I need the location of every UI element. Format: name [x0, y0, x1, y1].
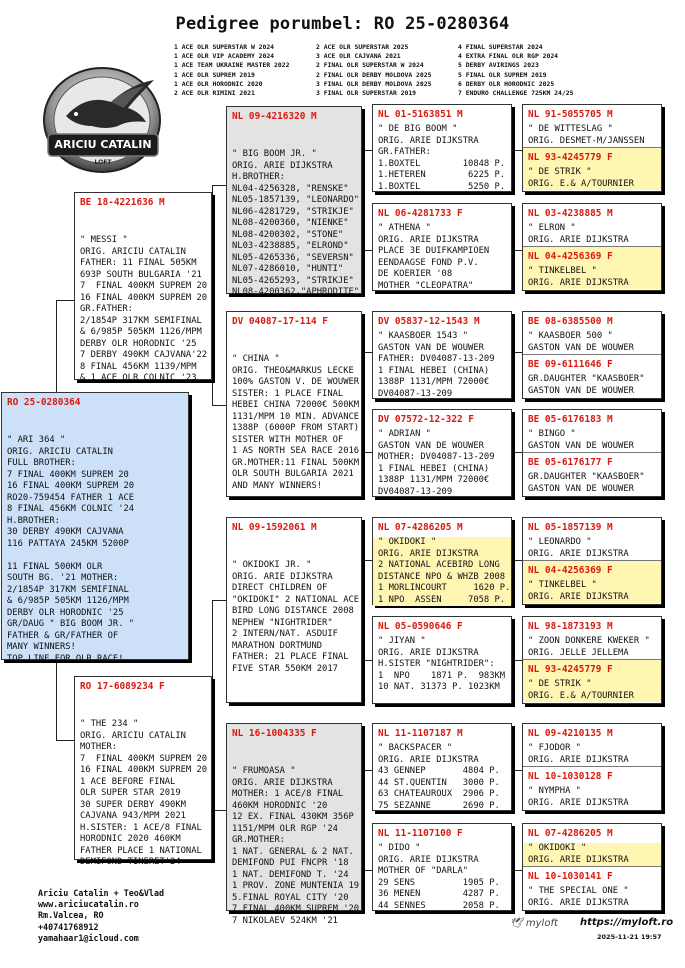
- ring-number: NL 03-4238885 M: [528, 208, 613, 219]
- connector: [362, 870, 372, 871]
- gen5-pair-card[interactable]: [522, 203, 662, 291]
- great-grandparent-card[interactable]: [372, 823, 512, 911]
- page-title: Pedigree porumbel: RO 25-0280364: [175, 14, 510, 34]
- connector: [56, 300, 74, 301]
- gen5-pair-card[interactable]: [522, 409, 662, 497]
- achievements-col-2: 2 ACE OLR SUPERSTAR 2025 3 ACE OLR CAJVANA 2021 2 FINAL OLR SUPERSTAR W 2024 2 FINAL OLR DERBY MOLDOVA 2025 3 FINAL OLR DERBY MOLDOVA 2025 3 FINAL OLR SUPERSTAR 2019: [316, 43, 432, 98]
- pigeon-info: " KAASBOER 1543 " GASTON VAN DE WOUWER FATHER: DV04087-13-209 1 FINAL HEBEI (CHINA) 1388P 1131/MPM 72000€ DV04087-13-209: [378, 331, 495, 399]
- connector: [362, 352, 372, 353]
- connector: [512, 352, 522, 353]
- connector: [512, 660, 522, 661]
- ring-number: NL 11-1107187 M: [378, 728, 463, 739]
- pigeon-info: " ADRIAN " GASTON VAN DE WOUWER MOTHER: DV04087-13-209 1 FINAL HEBEI (CHINA) 1388P 1131/MPM 72000€ DV04087-13-209: [378, 429, 495, 497]
- pigeon-info: " KAASBOER 500 " GASTON VAN DE WOUWER: [528, 331, 634, 353]
- ring-number: DV 07572-12-322 F: [378, 414, 474, 425]
- ring-number: NL 09-4216320 M: [232, 111, 317, 122]
- ring-number: RO 17-6089234 F: [80, 681, 165, 692]
- connector: [512, 770, 522, 771]
- print-date: 2025-11-21 19:57: [597, 933, 662, 941]
- gen5-pair-card[interactable]: [522, 104, 662, 192]
- connector: [212, 600, 213, 810]
- ring-number: BE 05-6176183 M: [528, 414, 613, 425]
- gen5-pair-card[interactable]: [522, 723, 662, 811]
- connector: [512, 560, 522, 561]
- great-grandparent-card[interactable]: [372, 616, 512, 704]
- ring-number: BE 08-6385500 M: [528, 316, 613, 327]
- connector: [362, 770, 363, 870]
- pair-female: BE 09-6111646 F GR.DAUGHTER "KAASBOER" GASTON VAN DE WOUWER: [523, 354, 661, 397]
- ring-number: BE 18-4221636 M: [80, 197, 165, 208]
- myloft-url[interactable]: https://myloft.ro: [580, 917, 674, 928]
- pigeon-info: " OKIDOKI " ORIG. ARIE DIJKSTRA: [523, 843, 661, 866]
- gen5-pair-card[interactable]: [522, 517, 662, 605]
- pair-female: NL 04-4256369 F " TINKELBEL " ORIG. ARIE DIJKSTRA: [523, 560, 661, 603]
- pigeon-info: " DIDO " ORIG. ARIE DIJKSTRA MOTHER OF "DARLA" 29 SENS 1905 P. 36 MENEN 4287 P. 44 SENNES 2058 P.: [378, 843, 500, 911]
- connector: [362, 560, 372, 561]
- connector: [362, 352, 363, 452]
- great-grandparent-card[interactable]: [372, 409, 512, 497]
- pigeon-info: " DE BIG BOOM " ORIG. ARIE DIJKSTRA GR.FATHER: 1.BOXTEL 10848 P. 1.HETEREN 6225 P. 1.BOXTEL 5250 P.: [378, 124, 506, 192]
- pigeon-info: " ARI 364 " ORIG. ARICIU CATALIN FULL BROTHER: 7 FINAL 400KM SUPREM 20 16 FINAL 400KM SUPREM 20 RO20-759454 FATHER 1 ACE 8 FINAL 456KM COLNIC '24 H.BROTHER: 30 DERBY 490KM CAJVANA 116 PATTAYA 245KM 5200P 11 FINAL 500KM OLR SOUTH BG. '21 MOTHER: 2/1854P 317KM SEMIFINAL & 6/985P 505KM 1126/MPM DERBY OLR HORODNIC '25 GR/DAUG " BIG BOOM JR. " FATHER & GR/FATHER OF MANY WINNERS! TOP LINE FOR OLR RACE!: [7, 435, 135, 664]
- ring-number: NL 91-5055705 M: [528, 109, 613, 120]
- connector: [56, 300, 57, 392]
- achievements-col-3: 4 FINAL SUPERSTAR 2024 4 EXTRA FINAL OLR RGP 2024 5 DERBY AVIRINGS 2023 5 FINAL OLR SUPREM 2019 6 DERBY OLR HORODNIC 2025 7 ENDURO CHALLENGE 725KM 24/25: [458, 43, 574, 98]
- ring-number: NL 07-4286205 M: [528, 828, 613, 839]
- pair-female: NL 04-4256369 F " TINKELBEL " ORIG. ARIE DIJKSTRA: [523, 246, 661, 289]
- connector: [212, 405, 226, 406]
- ring-number: NL 01-5163851 M: [378, 109, 463, 120]
- ring-number: NL 06-4281733 F: [378, 208, 463, 219]
- gen5-pair-card[interactable]: [522, 616, 662, 704]
- bird-icon: 🕊: [510, 918, 523, 929]
- pair-female: NL 93-4245779 F " DE STRIK " ORIG. E.& A/TOURNIER: [523, 147, 661, 190]
- mother-card[interactable]: [74, 676, 212, 867]
- connector: [362, 660, 372, 661]
- pigeon-info: " OKIDOKI " ORIG. ARIE DIJKSTRA 2 NATIONAL ACEBIRD LONG DISTANCE NPO & WHZB 2008 1 MORLINCOURT 1620 P. 1 NPO ASSEN 7058 P.: [373, 537, 511, 606]
- pigeon-info: " THE 234 " ORIG. ARICIU CATALIN MOTHER: 7 FINAL 400KM SUPREM 20 16 FINAL 400KM SUPREM 20 1 ACE BEFORE FINAL OLR SUPER STAR 2019 30 SUPER DERBY 490KM CAJVANA 943/MPM 2021 H.SISTER: 1 ACE/8 FINAL HORODNIC 2020 460KM FATHER PLACE 1 NATIONAL DEMIFOND TINERET'24: [80, 719, 208, 867]
- ring-number: NL 05-0590646 F: [378, 621, 463, 632]
- connector: [512, 870, 522, 871]
- pigeon-info: " ATHENA " ORIG. ARIE DIJKSTRA PLACE 3E DUIFKAMPIOEN EENDAAGSE FOND P.V. DE KOERIER '08 MOTHER "CLEOPATRA": [378, 223, 490, 291]
- logo-text: ARICIU CATALIN: [54, 138, 152, 151]
- ring-number: NL 05-1857139 M: [528, 522, 613, 533]
- pigeon-info: " ZOON DONKERE KWEKER " ORIG. JELLE JELLEMA: [528, 636, 650, 658]
- connector: [512, 150, 522, 151]
- great-grandparent-card[interactable]: [372, 104, 512, 192]
- pigeon-info: " FRUMOASA " ORIG. ARIE DIJKSTRA MOTHER: 1 ACE/8 FINAL 460KM HORODNIC '20 12 EX. FINAL 430KM 356P 1151/MPM OLR RGP '24 GR.MOTHER: 1 NAT. GENERAL & 2 NAT. DEMIFOND PUI FNCPR '18 1 NAT. DEMIFOND T. '24 1 PROV. ZONE MUNTENIA 19 5.FINAL ROYAL CITY '20 7 FINAL 400KM SUPREM '20 7 NIKOLAEV 524KM '21: [232, 766, 360, 926]
- pigeon-info: " BIG BOOM JR. " ORIG. ARIE DIJKSTRA H.BROTHER: NL04-4256328, "RENSKE" NL05-1857139, "LEONARDO" NL06-4281729, "STRIKJE" NL08-4200360, "NIENKE" NL08-4200302, "STONE" NL03-4238885, "ELROND" NL05-4265336, "SEVERSN" NL07-4286010, "HUNTI" NL05-4265293, "STRIKJE" NL08-4200362,"APHRODITE": [232, 149, 360, 297]
- grandparent-card[interactable]: [226, 517, 362, 703]
- connector: [212, 810, 226, 811]
- connector: [362, 452, 372, 453]
- connector: [362, 150, 372, 151]
- connector: [512, 250, 522, 251]
- pigeon-info: " JIYAN " ORIG. ARIE DIJKSTRA H.SISTER "NIGHTRIDER": 1 NPO 1871 P. 983KM 10 NAT. 31373 P. 1023KM: [378, 636, 506, 692]
- ring-number: DV 04087-17-114 F: [232, 316, 328, 327]
- pigeon-info: " FJODOR " ORIG. ARIE DIJKSTRA: [528, 743, 629, 765]
- connector: [362, 560, 363, 660]
- pigeon-info: " MESSI " ORIG. ARICIU CATALIN FATHER: 11 FINAL 505KM 693P SOUTH BULGARIA '21 7 FINAL 400KM SUPREM 20 16 FINAL 400KM SUPREM 20 GR.FATHER: 2/1854P 317KM SEMIFINAL & 6/985P 505KM 1126/MPM DERBY OLR HORODNIC '25 7 DERBY 490KM CAJVANA'22 8 FINAL 456KM 1139/MPM & 1 ACE OLR COLNIC '23: [80, 235, 208, 383]
- connector: [212, 185, 213, 405]
- achievements-col-1: 1 ACE OLR SUPERSTAR W 2024 1 ACE OLR VIP ACADEMY 2024 1 ACE TEAM UKRAINE MASTER 2022 1 ACE OLR SUPREM 2019 1 ACE OLR HORODNIC 2020 2 ACE OLR RIMINI 2021: [174, 43, 290, 98]
- ring-number: NL 07-4286205 M: [378, 522, 463, 533]
- pair-female: NL 10-1030141 F " THE SPECIAL ONE " ORIG. ARIE DIJKSTRA: [523, 866, 661, 909]
- pigeon-info: " BINGO " GASTON VAN DE WOUWER: [528, 429, 634, 451]
- ring-number: NL 98-1873193 M: [528, 621, 613, 632]
- connector: [212, 600, 226, 601]
- ring-number: NL 16-1004335 F: [232, 728, 317, 739]
- pigeon-info: " CHINA " ORIG. THEO&MARKUS LECKE 100% GASTON V. DE WOUWER SISTER: 1 PLACE FINAL HEBEI CHINA 72000€ 500KM 1131/MPM 10 MIN. ADVANCE 1388P (6000P FROM START) SISTER WITH MOTHER OF 1 AS NORTH SEA RACE 2016 GR.MOTHER:11 FINAL 500KM OLR SOUTH BULGARIA 2021 AND MANY WINNERS!: [232, 354, 360, 491]
- main-pigeon-card[interactable]: [1, 392, 189, 664]
- grandparent-card[interactable]: [226, 723, 362, 926]
- pair-female: NL 10-1030128 F " NYMPHA " ORIG. ARIE DIJKSTRA: [523, 766, 661, 809]
- ring-number: RO 25-0280364: [7, 397, 81, 408]
- pigeon-info: " OKIDOKI JR. " ORIG. ARIE DIJKSTRA DIRECT CHILDREN OF "OKIDOKI" 2 NATIONAL ACE BIRD LONG DISTANCE 2008 NEPHEW "NIGHTRIDER" 2 INTERN/NAT. ASDUIF MARATHON DORTMUND FATHER: 21 PLACE FINAL FIVE STAR 550KM 2017: [232, 560, 360, 674]
- connector: [212, 185, 226, 186]
- connector: [512, 452, 522, 453]
- pigeon-info: " LEONARDO " ORIG. ARIE DIJKSTRA: [528, 537, 629, 559]
- great-grandparent-card[interactable]: [372, 517, 512, 605]
- pigeon-info: " ELRON " ORIG. ARIE DIJKSTRA: [528, 223, 629, 245]
- ring-number: NL 09-4210135 M: [528, 728, 613, 739]
- pigeon-info: " DE WITTESLAG " ORIG. DESMET-M/JANSSEN: [528, 124, 645, 146]
- pigeon-info: " BACKSPACER " ORIG. ARIE DIJKSTRA 43 GENNEP 4804 P. 44 ST.QUENTIN 3000 P. 63 CHATEAUROUX 2906 P. 75 SEZANNE 2690 P.: [378, 743, 500, 811]
- grandparent-card[interactable]: [226, 106, 362, 297]
- gen5-pair-card[interactable]: [522, 311, 662, 399]
- connector: [362, 150, 363, 250]
- pair-female: NL 93-4245779 F " DE STRIK " ORIG. E.& A/TOURNIER: [523, 659, 661, 702]
- ring-number: NL 09-1592061 M: [232, 522, 317, 533]
- ring-number: DV 05837-12-1543 M: [378, 316, 480, 327]
- connector: [56, 740, 74, 741]
- father-card[interactable]: [74, 192, 212, 383]
- myloft-brand: 🕊 myloft: [510, 918, 558, 929]
- logo-subtext: LOFT: [94, 159, 112, 166]
- great-grandparent-card[interactable]: [372, 311, 512, 399]
- gen5-pair-card[interactable]: [522, 823, 662, 911]
- breeder-contact: Ariciu Catalin + Teo&Vlad www.ariciucatalin.ro Rm.Valcea, RO +40741768912 yamahaar1@icloud.com: [38, 888, 165, 943]
- pair-female: BE 05-6176177 F GR.DAUGHTER "KAASBOER" GASTON VAN DE WOUWER: [523, 452, 661, 495]
- connector: [362, 250, 372, 251]
- connector: [362, 770, 372, 771]
- great-grandparent-card[interactable]: [372, 723, 512, 811]
- grandparent-card[interactable]: [226, 311, 362, 497]
- loft-logo: [36, 64, 170, 176]
- great-grandparent-card[interactable]: [372, 203, 512, 291]
- ring-number: NL 11-1107100 F: [378, 828, 463, 839]
